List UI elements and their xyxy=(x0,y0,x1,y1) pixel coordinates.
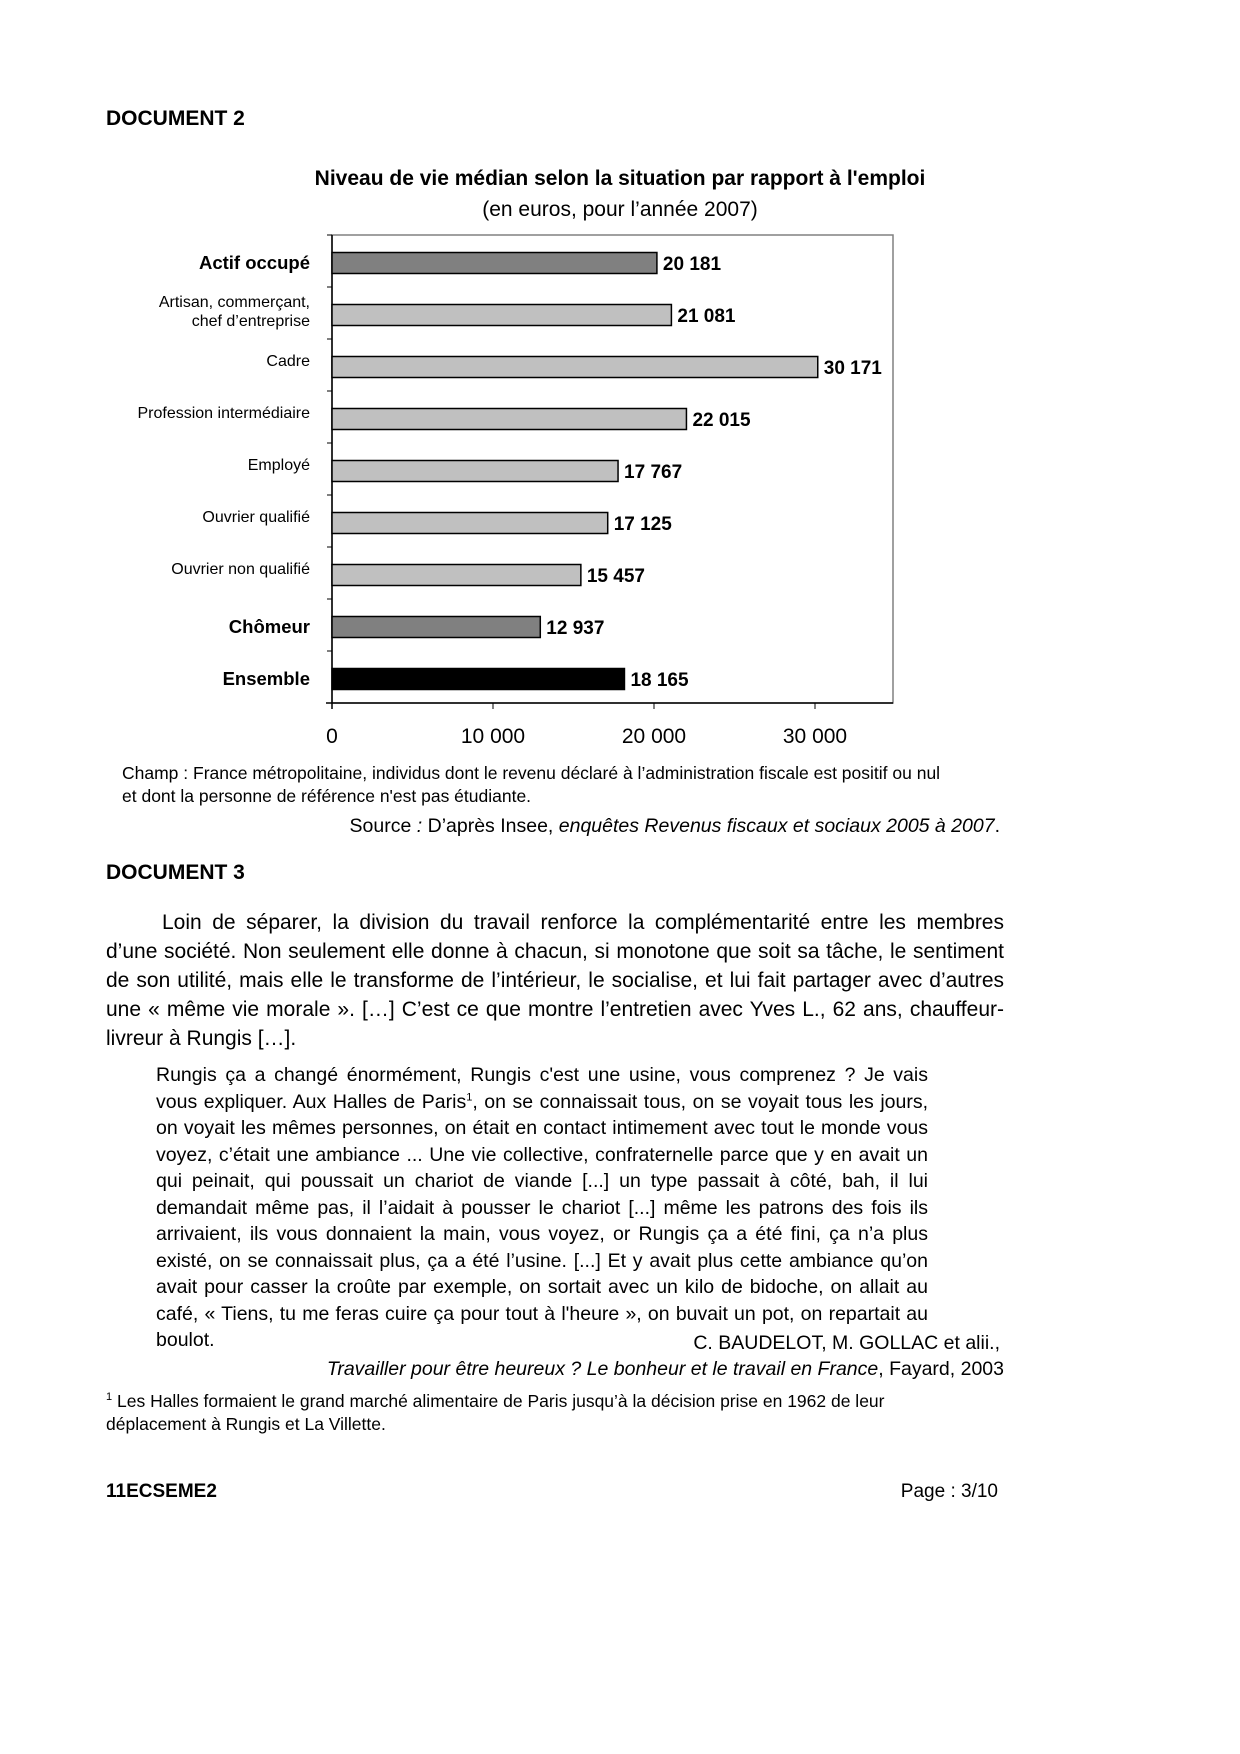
data-label: 12 937 xyxy=(546,618,605,639)
category-label: Ouvrier qualifié xyxy=(202,509,310,526)
bar-chart xyxy=(0,0,1240,760)
x-tick-label: 20 000 xyxy=(621,725,687,748)
footnote-text: Les Halles formaient le grand marché alimentaire de Paris jusqu’à la décision prise en 1962 de leur déplacement à Rungis et La Villette. xyxy=(106,1391,885,1434)
intro-text: Loin de séparer, la division du travail renforce la complémentarité entre les membres d’une société. Non seulement elle donne à chacun, si monotone que soit sa tâche, le sentiment de son utilité, mais elle le transforme de l’intérieur, le socialise, et lui fait partager avec d’autres une « même vie morale ». […] C’est ce que montre l’entretien avec Yves L., 62 ans, chauffeur-livreur à Rungis […]. xyxy=(106,911,1004,1050)
intro-paragraph xyxy=(106,908,1004,1053)
category-label: Chômeur xyxy=(228,616,310,637)
field-note-line-2: et dont la personne de référence n'est pas étudiante. xyxy=(122,786,532,806)
citation xyxy=(0,1358,1004,1381)
bar xyxy=(332,461,618,482)
bar xyxy=(332,513,608,534)
field-note-line-1: Champ : France métropolitaine, individus dont le revenu déclaré à l’administration fiscale est positif ou nul xyxy=(122,763,941,783)
chart-title: Niveau de vie médian selon la situation par rapport à l'emploi xyxy=(314,167,926,190)
category-label: Employé xyxy=(247,457,310,474)
source-title: enquêtes Revenus fiscaux et sociaux 2005 à 2007 xyxy=(558,815,995,837)
source-colon: : xyxy=(411,815,428,837)
data-label: 22 015 xyxy=(692,410,751,431)
bar xyxy=(332,409,686,430)
citation-authors: C. BAUDELOT, M. GOLLAC et alii., xyxy=(693,1332,1000,1354)
bar xyxy=(332,565,581,586)
x-tick-label: 0 xyxy=(326,725,338,748)
bar xyxy=(332,617,540,638)
exam-code: 11ECSEME2 xyxy=(106,1481,217,1502)
x-tick-label: 10 000 xyxy=(460,725,526,748)
data-label: 15 457 xyxy=(586,566,645,587)
footnote-reference: 1 xyxy=(466,1091,473,1103)
category-label: Ensemble xyxy=(222,668,310,689)
bar xyxy=(332,357,818,378)
bar xyxy=(332,305,671,326)
interview-quote xyxy=(156,1062,928,1354)
footnote-mark: 1 xyxy=(106,1391,113,1404)
category-label: Profession intermédiaire xyxy=(137,405,310,422)
source-prefix: Source xyxy=(349,815,412,837)
quote-text-2: , on se connaissait tous, on se voyait tous les jours, on voyait les mêmes personnes, on était en contact intimement avec tout le monde vous voyez, c’était une ambiance ... Une vie collective, confraternelle parce que y en avait un qui peinait, qui poussait un chariot de viande [...] un type passait à côté, bah, il lui demandait même pas, il l’aidait à pousser le chariot [...] même les patrons des fois ils arrivaient, ils vous donnaient la main, vous voyez, or Rungis ça a été fini, ça n’a plus existé, on se connaissait plus, ça a été l’usine. [...] Et y avait plus cette ambiance qu’on avait pour casser la croûte par exemple, on sortait avec un kilo de bidoche, on allait au café, « Tiens, tu me feras cuire ça pour tout à l'heure », on buvait un pot, on repartait au boulot. xyxy=(156,1090,928,1351)
source-text: D’après Insee, xyxy=(427,815,559,837)
bar xyxy=(332,253,657,274)
chart-source xyxy=(0,815,1000,838)
data-label: 20 181 xyxy=(662,254,722,275)
document-2-heading: DOCUMENT 2 xyxy=(106,107,245,130)
data-label: 17 767 xyxy=(624,462,683,483)
data-label: 17 125 xyxy=(613,514,672,535)
category-label: Cadre xyxy=(266,353,310,370)
citation-title: Travailler pour être heureux ? Le bonheur et le travail en France xyxy=(326,1358,879,1380)
footnote xyxy=(106,1390,986,1436)
data-label: 30 171 xyxy=(823,358,882,379)
bar xyxy=(332,669,624,690)
category-label: chef d’entreprise xyxy=(191,313,310,330)
document-3-heading: DOCUMENT 3 xyxy=(106,861,245,884)
quote-text-1: Rungis ça a changé énormément, Rungis c'est une usine, vous comprenez ? Je vais vous expliquer. Aux Halles de Paris xyxy=(156,1064,928,1113)
chart-subtitle: (en euros, pour l’année 2007) xyxy=(482,198,758,221)
category-label: Artisan, commerçant, xyxy=(158,294,310,311)
category-label: Actif occupé xyxy=(198,252,310,273)
source-end: . xyxy=(994,815,1000,837)
field-note xyxy=(122,762,1022,808)
category-label: Ouvrier non qualifié xyxy=(171,561,310,578)
data-label: 18 165 xyxy=(630,670,689,691)
page-number: Page : 3/10 xyxy=(900,1481,998,1502)
data-label: 21 081 xyxy=(677,306,736,327)
x-tick-label: 30 000 xyxy=(782,725,848,748)
citation-publisher: , Fayard, 2003 xyxy=(878,1358,1004,1380)
